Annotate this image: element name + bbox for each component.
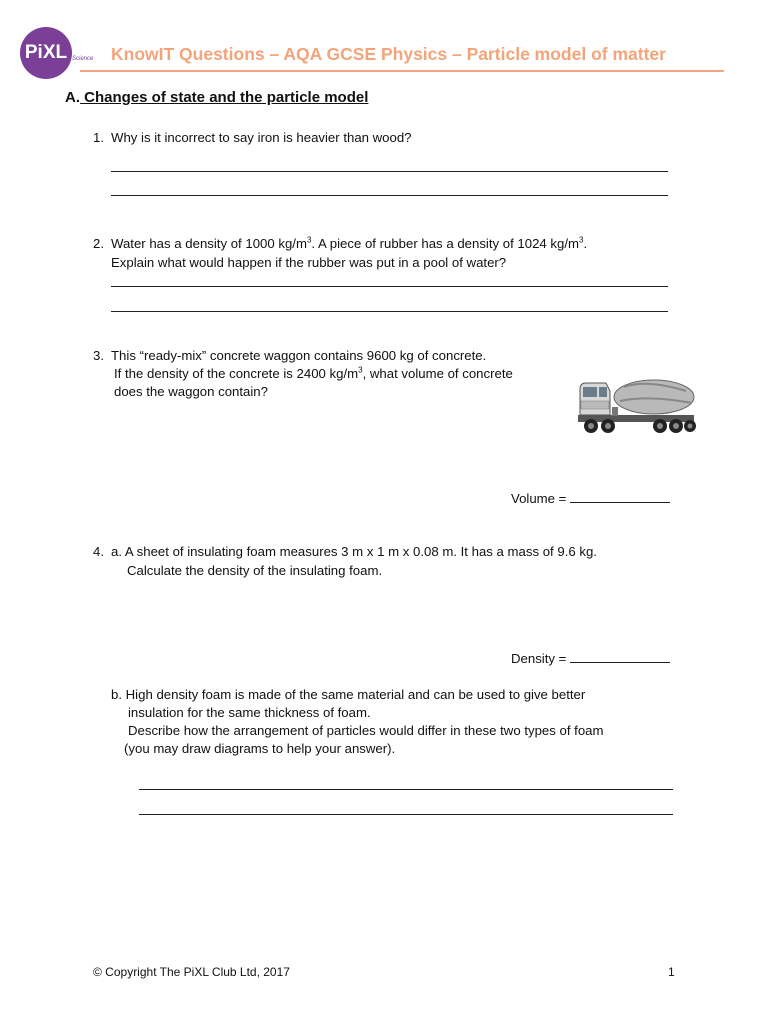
- question-text-line1: This “ready-mix” concrete waggon contains 9600 kg of concrete.: [111, 348, 487, 363]
- section-title: [65, 89, 368, 106]
- superscript: 3: [306, 235, 312, 245]
- answer-line[interactable]: [111, 195, 668, 196]
- volume-answer: [511, 490, 670, 508]
- question-2: [93, 235, 588, 253]
- section-heading: Changes of state and the particle model: [80, 89, 369, 106]
- copyright-footer: © Copyright The PiXL Club Ltd, 2017: [93, 965, 290, 979]
- question-4b-line4: (you may draw diagrams to help your answer).: [124, 741, 396, 756]
- text-segment: If the density of the concrete is 2400 kg/m: [114, 366, 359, 381]
- section-letter: A.: [65, 89, 80, 106]
- text-segment: . A piece of rubber has a density of 1024 kg/m: [311, 236, 580, 251]
- question-number: 2.: [93, 236, 104, 251]
- answer-line[interactable]: [111, 311, 668, 312]
- question-4a: [93, 543, 597, 561]
- question-text-line1: [111, 235, 587, 253]
- header-divider: [80, 70, 724, 72]
- question-4b-line1: b. High density foam is made of the same material and can be used to give better: [111, 687, 586, 702]
- text-segment: , what volume of concrete: [362, 366, 513, 381]
- question-text-line2: Explain what would happen if the rubber was put in a pool of water?: [111, 255, 507, 270]
- logo-text: PiXL: [24, 42, 68, 63]
- text-segment: Water has a density of 1000 kg/m: [111, 236, 307, 251]
- answer-line[interactable]: [111, 171, 668, 172]
- text-segment: .: [583, 236, 588, 251]
- answer-line[interactable]: [111, 286, 668, 287]
- question-number: 1.: [93, 130, 104, 145]
- page-number: 1: [668, 965, 675, 979]
- question-1: [93, 129, 412, 147]
- question-text: Why is it incorrect to say iron is heavier than wood?: [111, 130, 412, 145]
- question-4b-line2: insulation for the same thickness of foam.: [128, 705, 371, 720]
- question-text-line2: [114, 365, 513, 383]
- concrete-mixer-truck-image: [576, 371, 698, 441]
- question-3: [93, 347, 487, 365]
- question-4b-line3: Describe how the arrangement of particles would differ in these two types of foam: [128, 723, 604, 738]
- question-text-line3: does the waggon contain?: [114, 384, 268, 399]
- density-answer: [511, 650, 670, 668]
- answer-line[interactable]: [139, 814, 673, 815]
- pixl-logo: [20, 27, 72, 79]
- answer-line[interactable]: [139, 789, 673, 790]
- superscript: 3: [579, 235, 584, 245]
- superscript: 3: [358, 365, 363, 375]
- question-number: 4.: [93, 544, 104, 559]
- page-header-title: KnowIT Questions – AQA GCSE Physics – Particle model of matter: [111, 44, 666, 64]
- question-text-line2: Calculate the density of the insulating foam.: [127, 563, 383, 578]
- question-number: 3.: [93, 348, 104, 363]
- answer-blank[interactable]: [570, 650, 670, 663]
- question-text-line1: a. A sheet of insulating foam measures 3 m x 1 m x 0.08 m. It has a mass of 9.6 kg.: [111, 544, 597, 559]
- answer-label: Volume =: [511, 491, 571, 506]
- logo-subtitle: Science: [72, 56, 94, 62]
- answer-blank[interactable]: [570, 490, 670, 503]
- answer-label: Density =: [511, 651, 571, 666]
